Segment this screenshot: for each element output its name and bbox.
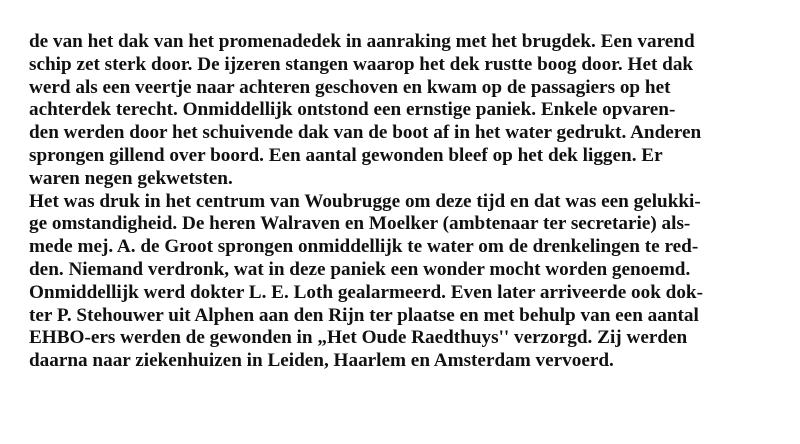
- article-text: [29, 31, 789, 373]
- text-line-8: Het was druk in het centrum van Woubrugge om deze tijd en dat was een gelukki-: [29, 190, 701, 212]
- text-line-4: achterdek terecht. Onmiddellijk ontstond een ernstige paniek. Enkele opvaren-: [29, 99, 676, 121]
- text-line-14: EHBO-ers werden de gewonden in „Het Oude Raedthuys'' verzorgd. Zij werden: [29, 327, 688, 349]
- text-line-3: werd als een veertje naar achteren geschoven en kwam op de passagiers op het: [29, 76, 671, 98]
- text-line-10: mede mej. A. de Groot sprongen onmiddellijk te water om de drenkelingen te red-: [29, 236, 699, 258]
- text-line-6: sprongen gillend over boord. Een aantal gewonden bleef op het dek liggen. Er: [29, 144, 663, 166]
- text-line-7: waren negen gekwetsten.: [29, 167, 233, 189]
- text-line-1: de van het dak van het promenadedek in aanraking met het brugdek. Een varend: [29, 31, 695, 52]
- text-line-13: ter P. Stehouwer uit Alphen aan den Rijn ter plaatse en met behulp van een aantal: [29, 304, 699, 326]
- text-line-5: den werden door het schuivende dak van de boot af in het water gedrukt. Anderen: [29, 122, 702, 144]
- text-line-11: den. Niemand verdronk, wat in deze paniek een wonder mocht worden genoemd.: [29, 258, 691, 280]
- text-line-2: schip zet sterk door. De ijzeren stangen waarop het dek rustte boog door. Het dak: [29, 53, 694, 75]
- text-line-9: ge omstandigheid. De heren Walraven en Moelker (ambtenaar ter secretarie) als-: [29, 213, 691, 235]
- text-line-12: Onmiddellijk werd dokter L. E. Loth gealarmeerd. Even later arriveerde ook dok-: [29, 281, 703, 303]
- text-line-15: daarna naar ziekenhuizen in Leiden, Haarlem en Amsterdam vervoerd.: [29, 350, 614, 372]
